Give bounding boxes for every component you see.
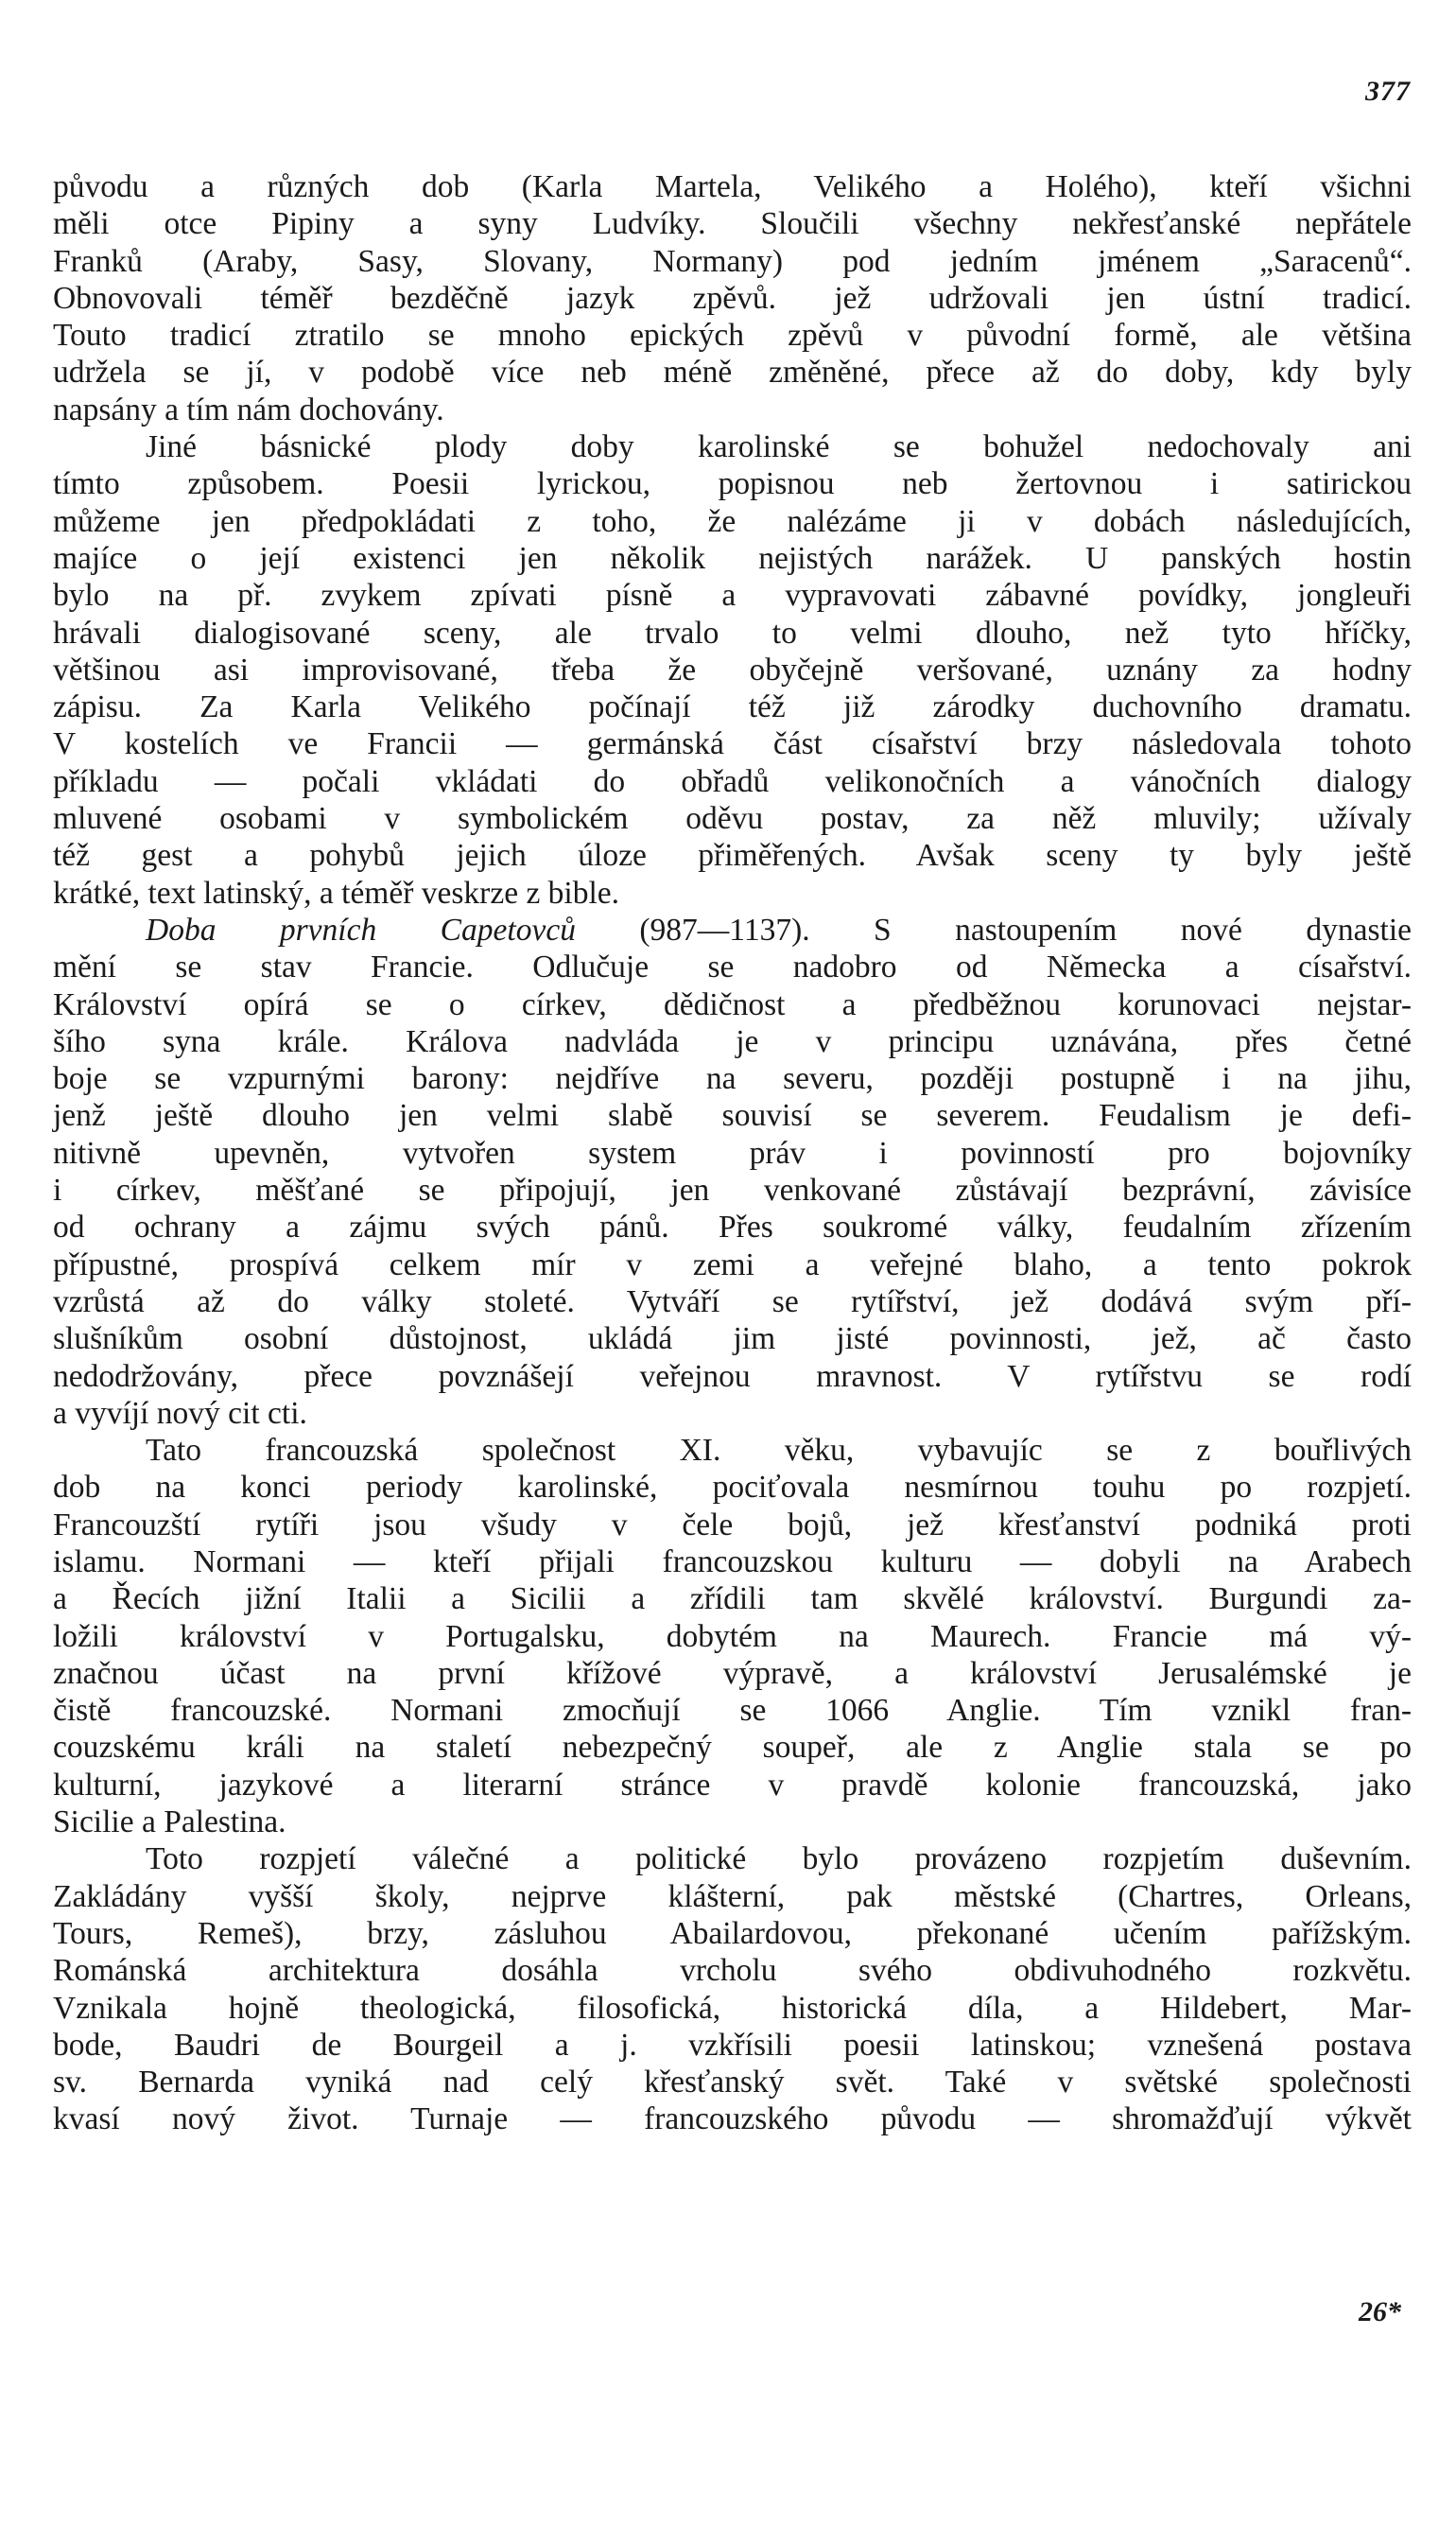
text-line: původu a různých dob (Karla Martela, Velikého a Holého), kteří všichni xyxy=(53,169,1412,204)
text-line: značnou účast na první křížové výpravě, a království Jerusalémské je xyxy=(53,1655,1412,1691)
text-line: Obnovovali téměř bezděčně jazyk zpěvů. jež udržovali jen ústní tradicí. xyxy=(53,280,1412,316)
text-line: hrávali dialogisované sceny, ale trvalo to velmi dlouho, než tyto hříčky, xyxy=(53,615,1412,651)
text-line xyxy=(53,912,1412,949)
text-line: i církev, měšťané se připojují, jen venkované zůstávají bezprávní, závisíce xyxy=(53,1173,1412,1209)
text-line: zápisu. Za Karla Velikého počínají též již zárodky duchovního dramatu. xyxy=(53,689,1412,725)
text-line: Toto rozpjetí válečné a politické bylo provázeno rozpjetím duševním. xyxy=(146,1841,1412,1877)
text-line: přípustné, prospívá celkem mír v zemi a veřejné blaho, a tento pokrok xyxy=(53,1246,1412,1282)
text-line: Tato francouzská společnost XI. věku, vybavujíc se z bouřlivých xyxy=(146,1433,1412,1469)
text-body xyxy=(53,168,1412,2138)
signature-mark: 26* xyxy=(1359,2296,1401,2327)
text-line: Tours, Remeš), brzy, zásluhou Abailardovou, překonané učením pařížským. xyxy=(53,1915,1412,1951)
page-number: 377 xyxy=(1365,76,1411,107)
text-line: jenž ještě dlouho jen velmi slabě souvisí se severem. Feudalism je defi- xyxy=(53,1098,1412,1134)
text-line: měli otce Pipiny a syny Ludvíky. Sloučili všechny nekřesťanské nepřátele xyxy=(53,206,1412,242)
text-line: bylo na př. zvykem zpívati písně a vypravovati zábavné povídky, jongleuři xyxy=(53,578,1412,614)
text-line: většinou asi improvisované, třeba že obyčejně veršované, uznány za hodny xyxy=(53,652,1412,688)
text-line: Románská architektura dosáhla vrcholu svého obdivuhodného rozkvětu. xyxy=(53,1953,1412,1989)
text-line: kvasí nový život. Turnaje — francouzského původu — shromažďují výkvět xyxy=(53,2101,1412,2137)
paragraph xyxy=(53,428,1412,912)
text-line: Vznikala hojně theologická, filosofická, historická díla, a Hildebert, Mar- xyxy=(53,1990,1412,2026)
paragraph xyxy=(53,912,1412,1432)
text-line: couzskému králi na staletí nebezpečný soupeř, ale z Anglie stala se po xyxy=(53,1730,1412,1766)
paragraph xyxy=(53,1432,1412,1840)
text-line: nedodržovány, přece povznášejí veřejnou mravnost. V rytířstvu se rodí xyxy=(53,1358,1412,1394)
text-line: napsány a tím nám dochovány. xyxy=(53,392,444,427)
text-line: Království opírá se o církev, dědičnost a předběžnou korunovaci nejstar- xyxy=(53,986,1412,1022)
text-line: ložili království v Portugalsku, dobytém na Maurech. Francie má vý- xyxy=(53,1618,1412,1654)
text-line: slušníkům osobní důstojnost, ukládá jim jisté povinnosti, jež, ač často xyxy=(53,1321,1412,1357)
text-line: dob na konci periody karolinské, pociťovala nesmírnou touhu po rozpjetí. xyxy=(53,1470,1412,1506)
text-line: boje se vzpurnými barony: nejdříve na severu, později postupně i na jihu, xyxy=(53,1061,1412,1097)
text-line: též gest a pohybů jejich úloze přiměřených. Avšak sceny ty byly ještě xyxy=(53,838,1412,874)
text-line: mění se stav Francie. Odlučuje se nadobro od Německa a císařství. xyxy=(53,950,1412,985)
text-line: nitivně upevněn, vytvořen system práv i povinností pro bojovníky xyxy=(53,1135,1412,1171)
paragraph xyxy=(53,1840,1412,2137)
text-line: můžeme jen předpokládati z toho, že nalézáme ji v dobách následujících, xyxy=(53,503,1412,539)
text-line: kulturní, jazykové a literarní stránce v pravdě kolonie francouzská, jako xyxy=(53,1767,1412,1803)
text-line: Jiné básnické plody doby karolinské se bohužel nedochovaly ani xyxy=(146,429,1412,465)
text-line: udržela se jí, v podobě více neb méně změněné, přece až do doby, kdy byly xyxy=(53,355,1412,391)
text-fragment: (987—1137). S nastoupením nové dynastie xyxy=(575,912,1412,948)
text-line: V kostelích ve Francii — germánská část císařství brzy následovala tohoto xyxy=(53,726,1412,762)
text-line: a Řecích jižní Italii a Sicilii a zřídili tam skvělé království. Burgundi za- xyxy=(53,1581,1412,1617)
text-line: vzrůstá až do války stoleté. Vytváří se rytířství, jež dodává svým pří- xyxy=(53,1283,1412,1319)
text-line: Franků (Araby, Sasy, Slovany, Normany) pod jedním jménem „Saracenů“. xyxy=(53,243,1412,279)
text-line: sv. Bernarda vyniká nad celý křesťanský svět. Také v světské společnosti xyxy=(53,2065,1412,2100)
text-line: krátké, text latinský, a téměř veskrze z bible. xyxy=(53,875,620,911)
text-line: mluvené osobami v symbolickém oděvu postav, za něž mluvily; užívaly xyxy=(53,801,1412,837)
text-line: a vyvíjí nový cit cti. xyxy=(53,1395,307,1431)
text-line: islamu. Normani — kteří přijali francouzskou kulturu — dobyli na Arabech xyxy=(53,1543,1412,1579)
text-line: čistě francouzské. Normani zmocňují se 1066 Anglie. Tím vznikl fran- xyxy=(53,1693,1412,1729)
text-line: bode, Baudri de Bourgeil a j. vzkřísili poesii latinskou; vznešená postava xyxy=(53,2027,1412,2063)
text-line: Touto tradicí ztratilo se mnoho epických zpěvů v původní formě, ale většina xyxy=(53,318,1412,354)
section-heading-italic: Doba prvních Capetovců xyxy=(146,912,576,948)
paragraph xyxy=(53,168,1412,428)
text-line: Sicilie a Palestina. xyxy=(53,1804,286,1840)
text-line: tímto způsobem. Poesii lyrickou, popisnou neb žertovnou i satirickou xyxy=(53,466,1412,502)
text-line: Francouzští rytíři jsou všudy v čele bojů, jež křesťanství podniká proti xyxy=(53,1507,1412,1542)
text-line: šího syna krále. Králova nadvláda je v principu uznávána, přes četné xyxy=(53,1023,1412,1059)
text-line: příkladu — počali vkládati do obřadů velikonočních a vánočních dialogy xyxy=(53,763,1412,799)
text-line: od ochrany a zájmu svých pánů. Přes soukromé války, feudalním zřízením xyxy=(53,1210,1412,1246)
text-line: Zakládány vyšší školy, nejprve klášterní, pak městské (Chartres, Orleans, xyxy=(53,1878,1412,1914)
text-line: majíce o její existenci jen několik nejistých narážek. U panských hostin xyxy=(53,540,1412,576)
